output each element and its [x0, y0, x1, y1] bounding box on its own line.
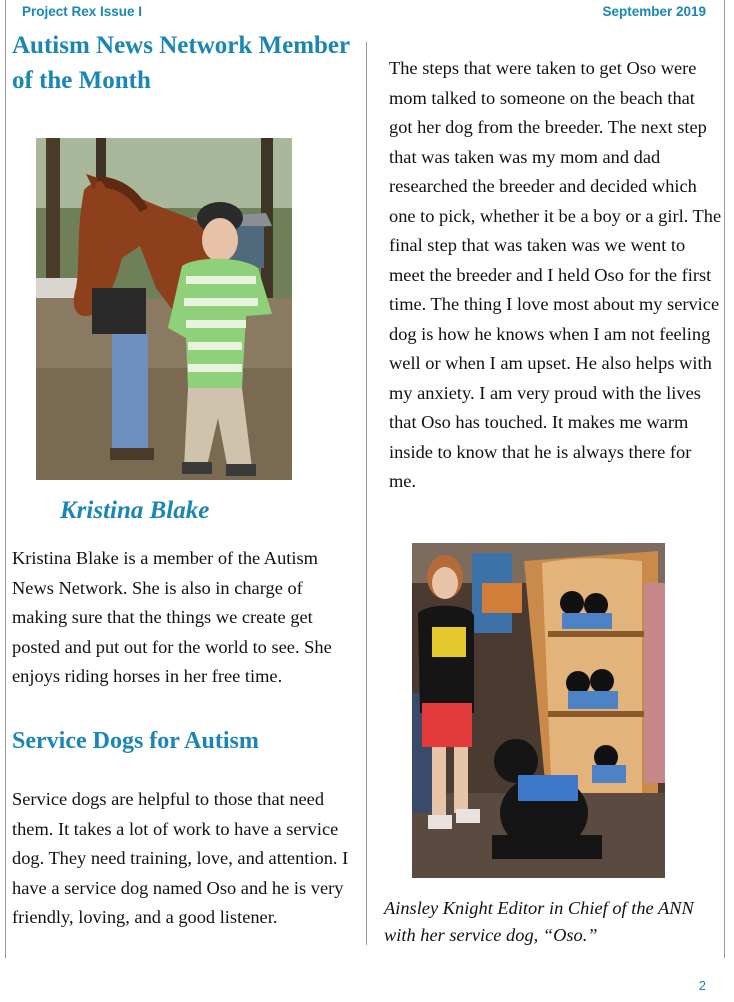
page-number: 2 — [698, 978, 706, 993]
issue-date: September 2019 — [602, 4, 706, 19]
column-divider — [366, 42, 367, 945]
ainsley-photo-caption: Ainsley Knight Editor in Chief of the ANN with her service dog, “Oso.” — [384, 898, 694, 945]
member-of-month-title: Autism News Network Member of the Month — [12, 32, 350, 94]
service-dogs-intro: Service dogs are helpful to those that need them. It takes a lot of work to have a service dog. They need training, love, and attention. I have a service dog named Oso and he is very friendly, loving, and a good listener. — [12, 789, 349, 927]
kristina-photo-caption: Kristina Blake — [60, 497, 210, 524]
oso-story-text: The steps that were taken to get Oso were mom talked to someone on the beach that got her dog from the breeder. The next step that was taken was my mom and dad researched the breeder and decided which one to pick, whether it be a boy or a girl. The final step that was taken was we went to meet the breeder and I held Oso for the first time. The thing I love most about my service dog is how he knows when I am not feeling well or when I am upset. He also helps with my anxiety. I am very proud with the lives that Oso has touched. It makes me warm inside to know that he is always there for me. — [389, 58, 722, 491]
issue-label: Project Rex Issue I — [22, 4, 143, 19]
kristina-horse-photo — [36, 138, 292, 480]
left-margin-rule — [5, 0, 6, 958]
kristina-bio: Kristina Blake is a member of the Autism News Network. She is also in charge of making sure that the things we create get posted and put out for the world to see. She enjoys riding horses in her free time. — [12, 548, 332, 686]
right-margin-rule — [724, 0, 725, 958]
service-dogs-heading: Service Dogs for Autism — [12, 728, 259, 754]
ainsley-oso-photo — [412, 543, 665, 878]
